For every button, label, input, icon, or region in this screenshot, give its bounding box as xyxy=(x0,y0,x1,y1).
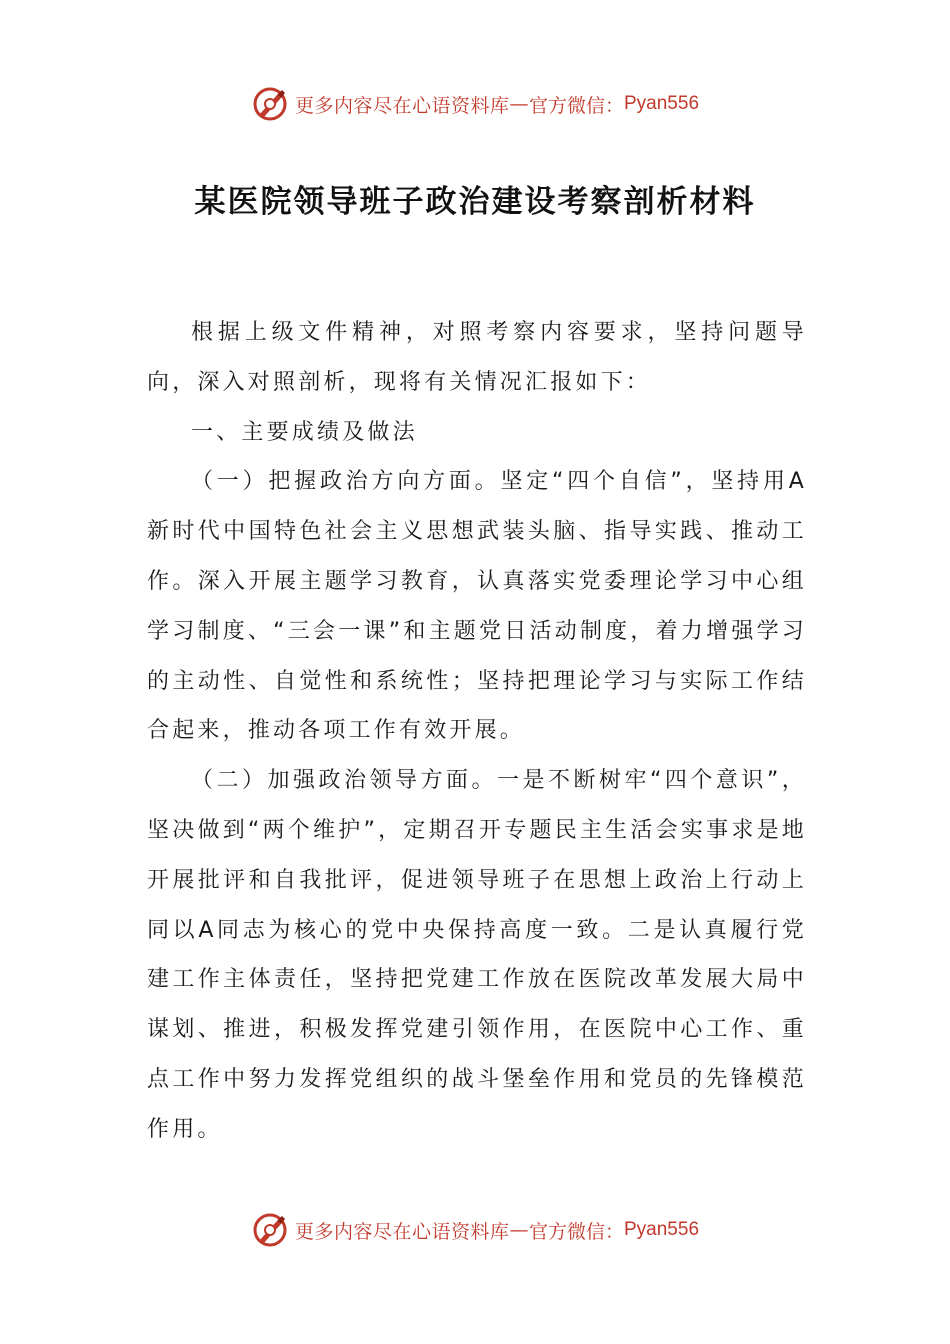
watermark-text: 更多内容尽在心语资料库 xyxy=(294,94,510,117)
section-heading: 一、主要成绩及做法 xyxy=(191,419,418,445)
intro-paragraph: 根据上级文件精神，对照考察内容要求，坚持问题导向，深入对照剖析，现将有关情况汇报如下： xyxy=(147,320,807,395)
header-watermark xyxy=(0,82,950,126)
watermark-text: 更多内容尽在心语资料库 xyxy=(294,1220,510,1243)
paragraph-political-leadership: （二）加强政治领导方面。一是不断树牢“四个意识”，坚决做到“两个维护”，定期召开专题民主生活会实事求是地开展批评和自我批评，促进领导班子在思想上政治上行动上同以A同志为核心的党中央保持高度一致。二是认真履行党建工作主体责任，坚持把党建工作放在医院改革发展大局中谋划、推进，积极发挥党建引领作用，在医院中心工作、重点工作中努力发挥党组织的战斗堡垒作用和党员的先锋模范作用。 xyxy=(147,768,807,1142)
watermark-contact-label: 官方微信： xyxy=(528,94,624,117)
footer-watermark xyxy=(0,1208,950,1252)
watermark-separator: — xyxy=(509,93,529,115)
watermark-contact-id: Pyan556 xyxy=(624,1219,700,1240)
document-body xyxy=(147,308,807,1155)
paragraph-political-direction: （一）把握政治方向方面。坚定“四个自信”，坚持用A新时代中国特色社会主义思想武装头脑、指导实践、推动工作。深入开展主题学习教育，认真落实党委理论学习中心组学习制度、“三会一课”和主题党日活动制度，着力增强学习的主动性、自觉性和系统性；坚持把理论学习与实际工作结合起来，推动各项工作有效开展。 xyxy=(147,469,807,744)
watermark-contact-id: Pyan556 xyxy=(624,93,700,114)
pen-logo-icon xyxy=(251,1211,289,1249)
watermark-contact-label: 官方微信： xyxy=(528,1220,624,1243)
pen-logo-icon xyxy=(251,85,289,123)
watermark-separator: — xyxy=(509,1219,529,1241)
document-title: 某医院领导班子政治建设考察剖析材料 xyxy=(194,184,756,220)
